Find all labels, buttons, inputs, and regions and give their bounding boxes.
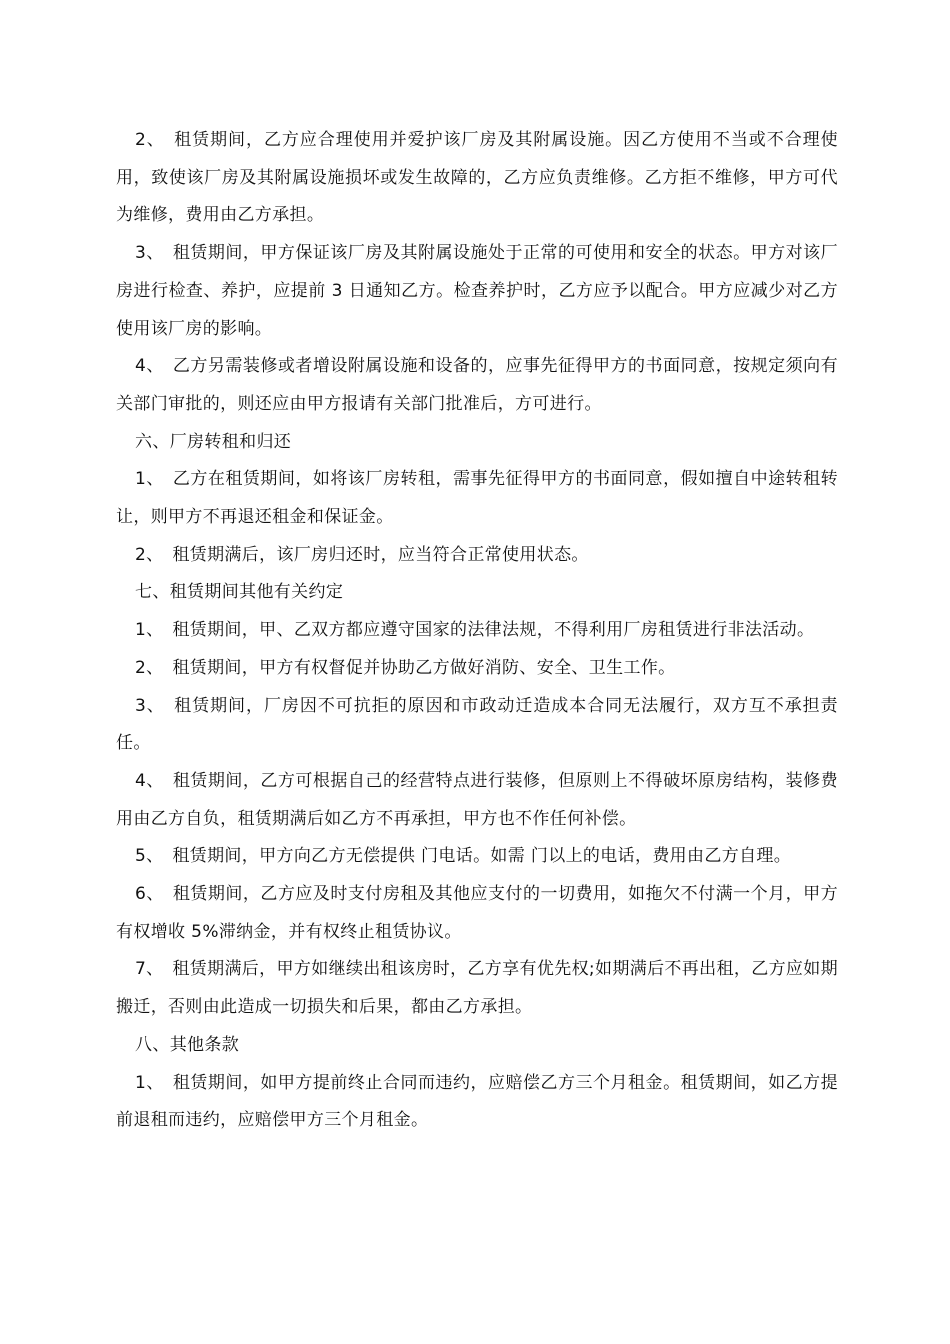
section-7-heading: 七、租赁期间其他有关约定	[135, 582, 344, 603]
section-8-heading: 八、其他条款	[135, 1034, 240, 1055]
clause-7-7-paragraph: 7、 租赁期满后，甲方如继续出租该房时，乙方享有优先权;如期满后不再出租，乙方应如期搬迁，否则由此造成一切损失和后果，都由乙方承担。	[116, 959, 838, 1018]
clause-7-3-paragraph: 3、 租赁期间，厂房因不可抗拒的原因和市政动迁造成本合同无法履行，双方互不承担责任。	[116, 695, 838, 754]
clause-7-6-paragraph: 6、 租赁期间，乙方应及时支付房租及其他应支付的一切费用，如拖欠不付满一个月，甲方有权增收 5%滞纳金，并有权终止租赁协议。	[116, 884, 838, 942]
clause-6-1-paragraph: 1、 乙方在租赁期间，如将该厂房转租，需事先征得甲方的书面同意，假如擅自中途转租转让，则甲方不再退还租金和保证金。	[116, 469, 838, 528]
clause-7-1-paragraph: 1、 租赁期间，甲、乙双方都应遵守国家的法律法规，不得利用厂房租赁进行非法活动。	[135, 620, 815, 641]
clause-8-1-paragraph: 1、 租赁期间，如甲方提前终止合同而违约，应赔偿乙方三个月租金。租赁期间，如乙方提前退租而违约，应赔偿甲方三个月租金。	[116, 1072, 838, 1131]
clause-5-2-paragraph: 2、 租赁期间，乙方应合理使用并爱护该厂房及其附属设施。因乙方使用不当或不合理使用，致使该厂房及其附属设施损坏或发生故障的，乙方应负责维修。乙方拒不维修，甲方可代为维修，费用由乙方承担。	[116, 130, 838, 226]
document-body	[116, 122, 838, 1140]
clause-6-2-paragraph: 2、 租赁期满后，该厂房归还时，应当符合正常使用状态。	[135, 544, 589, 565]
clause-7-4-paragraph: 4、 租赁期间，乙方可根据自己的经营特点进行装修，但原则上不得破坏原房结构，装修费用由乙方自负，租赁期满后如乙方不再承担，甲方也不作任何补偿。	[116, 770, 838, 829]
clause-7-5-paragraph: 5、 租赁期间，甲方向乙方无偿提供 门电话。如需 门以上的电话，费用由乙方自理。	[135, 846, 792, 867]
section-6-heading: 六、厂房转租和归还	[135, 431, 292, 452]
clause-5-3-paragraph: 3、 租赁期间，甲方保证该厂房及其附属设施处于正常的可使用和安全的状态。甲方对该厂房进行检查、养护，应提前 3 日通知乙方。检查养护时，乙方应予以配合。甲方应减少对乙方使用该厂房的影响。	[116, 243, 838, 339]
clause-5-4-paragraph: 4、 乙方另需装修或者增设附属设施和设备的，应事先征得甲方的书面同意，按规定须向有关部门审批的，则还应由甲方报请有关部门批准后，方可进行。	[116, 356, 838, 414]
clause-7-2-paragraph: 2、 租赁期间，甲方有权督促并协助乙方做好消防、安全、卫生工作。	[135, 657, 676, 678]
